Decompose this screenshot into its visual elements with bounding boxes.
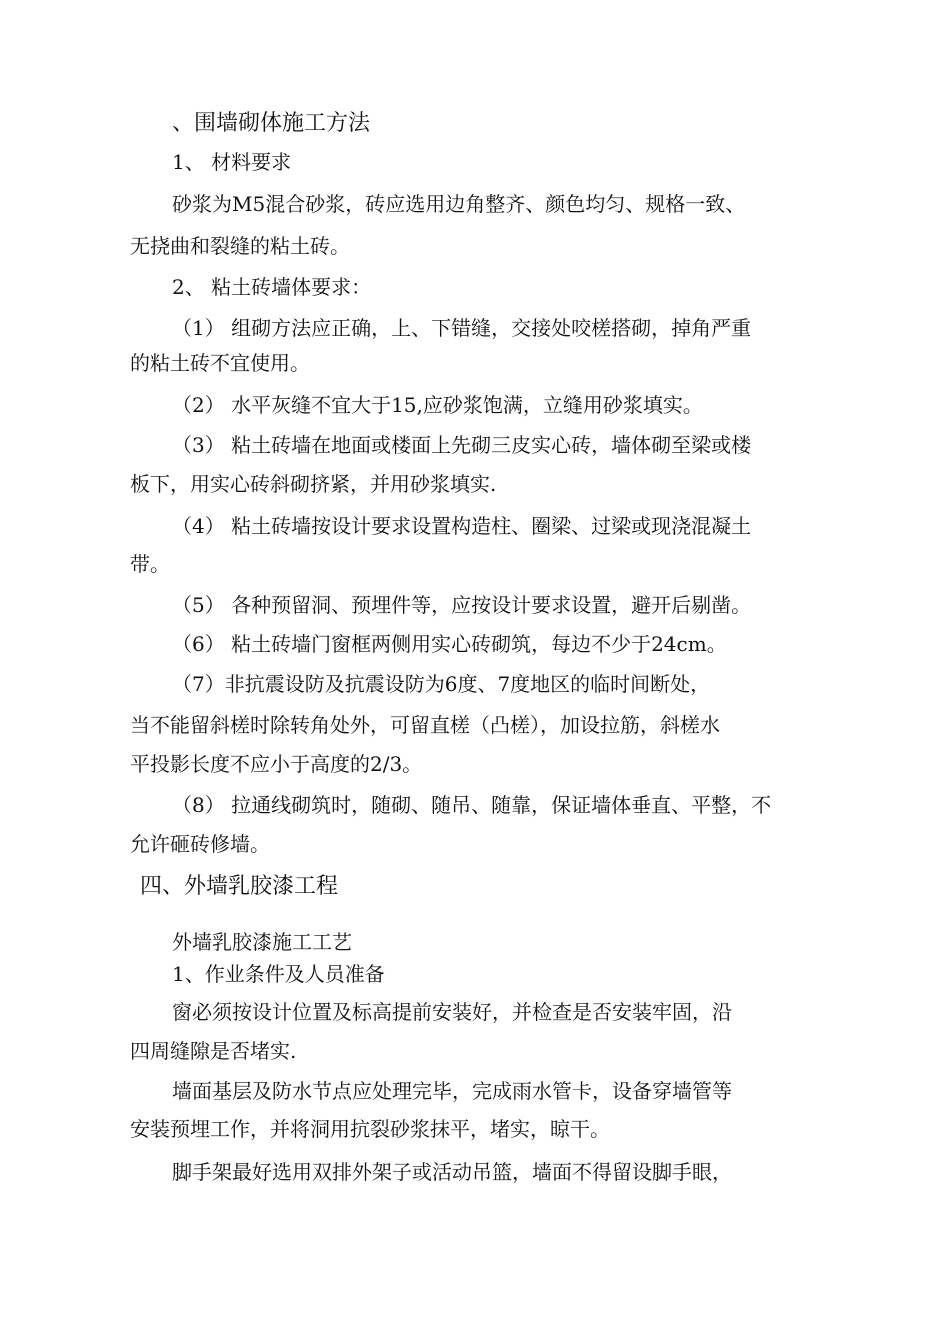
section-heading-wall-masonry: 、围墙砌体施工方法 <box>172 111 371 136</box>
subheading-brick-wall-requirements: 2、 粘土砖墙体要求： <box>172 275 372 299</box>
paragraph-line: 脚手架最好选用双排外架子或活动吊篮，墙面不得留设脚手眼， <box>172 1160 732 1184</box>
subheading-latex-paint-process: 外墙乳胶漆施工工艺 <box>172 930 352 954</box>
subheading-work-conditions: 1、作业条件及人员准备 <box>172 962 385 986</box>
subheading-material-requirements: 1、 材料要求 <box>172 150 292 174</box>
list-item-1: （1） 组砌方法应正确，上、下错缝，交接处咬槎搭砌，掉角严重 <box>172 316 752 340</box>
paragraph-line: 无挠曲和裂缝的粘土砖。 <box>130 234 350 258</box>
list-item-3-cont: 板下，用实心砖斜砌挤紧，并用砂浆填实. <box>130 472 497 496</box>
paragraph-line: 四周缝隙是否堵实. <box>130 1039 297 1063</box>
paragraph-line: 安装预埋工作，并将洞用抗裂砂浆抹平，堵实，晾干。 <box>130 1117 610 1141</box>
list-item-8-cont: 允许砸砖修墙。 <box>130 832 270 856</box>
list-item-7: （7）非抗震设防及抗震设防为6度、7度地区的临时间断处， <box>172 672 711 696</box>
list-item-5: （5） 各种预留洞、预埋件等，应按设计要求设置，避开后剔凿。 <box>172 593 752 617</box>
paragraph-line: 墙面基层及防水节点应处理完毕，完成雨水管卡，设备穿墙管等 <box>172 1079 732 1103</box>
list-item-2: （2） 水平灰缝不宜大于15,应砂浆饱满，立缝用砂浆填实。 <box>172 393 703 417</box>
list-item-4: （4） 粘土砖墙按设计要求设置构造柱、圈梁、过梁或现浇混凝土 <box>172 514 752 538</box>
list-item-4-cont: 带。 <box>130 552 170 576</box>
list-item-7-cont: 当不能留斜槎时除转角处外，可留直槎（凸槎），加设拉筋，斜槎水 <box>130 713 720 737</box>
section-heading-exterior-latex-paint: 四、外墙乳胶漆工程 <box>140 874 339 899</box>
paragraph-line: 窗必须按设计位置及标高提前安装好，并检查是否安装牢固，沿 <box>172 1000 732 1024</box>
list-item-3: （3） 粘土砖墙在地面或楼面上先砌三皮实心砖，墙体砌至梁或楼 <box>172 433 752 457</box>
list-item-8: （8） 拉通线砌筑时，随砌、随吊、随靠，保证墙体垂直、平整，不 <box>172 793 772 817</box>
list-item-6: （6） 粘土砖墙门窗框两侧用实心砖砌筑，每边不少于24cm。 <box>172 632 727 656</box>
list-item-7-cont: 平投影长度不应小于高度的2/3。 <box>130 752 423 776</box>
list-item-1-cont: 的粘土砖不宜使用。 <box>130 351 310 375</box>
paragraph-line: 砂浆为M5混合砂浆，砖应选用边角整齐、颜色均匀、规格一致、 <box>172 192 746 216</box>
